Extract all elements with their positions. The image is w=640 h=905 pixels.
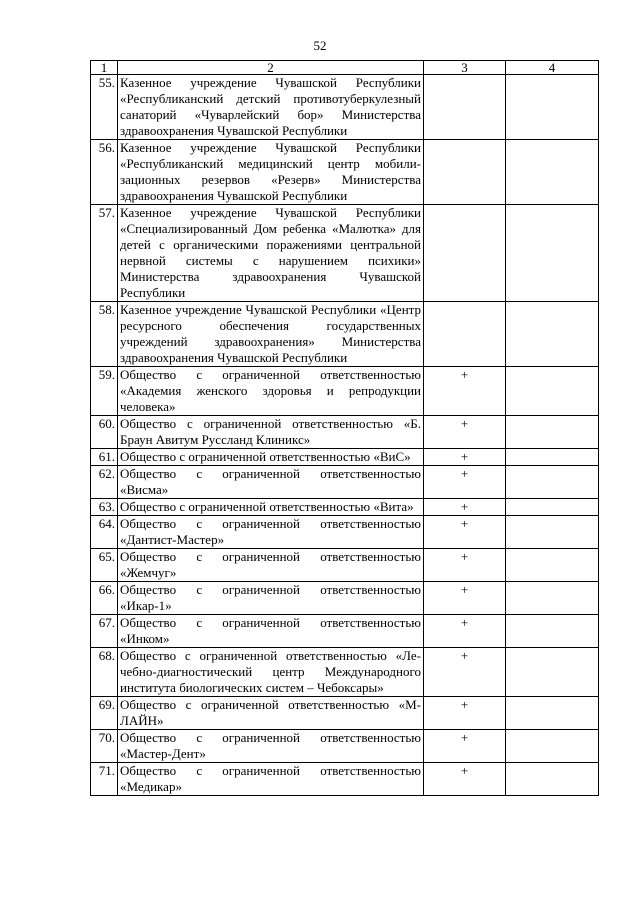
row-number: 56. (91, 140, 118, 205)
table-body (91, 75, 599, 796)
column-3-mark: + (424, 615, 506, 648)
column-3-mark: + (424, 466, 506, 499)
row-number: 68. (91, 648, 118, 697)
column-4-cell (506, 499, 599, 516)
row-number: 66. (91, 582, 118, 615)
table-row (91, 549, 599, 582)
table-row (91, 499, 599, 516)
column-header-3: 3 (424, 61, 506, 75)
column-4-cell (506, 730, 599, 763)
column-4-cell (506, 648, 599, 697)
row-number: 69. (91, 697, 118, 730)
column-3-mark: + (424, 763, 506, 796)
organization-name: Общество с ограниченной ответственностью «Мастер-Дент» (118, 730, 424, 763)
table-row (91, 416, 599, 449)
table-row (91, 763, 599, 796)
column-4-cell (506, 416, 599, 449)
column-3-mark (424, 75, 506, 140)
organization-name: Общество с ограниченной ответственностью «М-ЛАЙН» (118, 697, 424, 730)
table-row (91, 205, 599, 302)
column-3-mark (424, 140, 506, 205)
column-4-cell (506, 205, 599, 302)
organization-name: Общество с ограниченной ответственностью «Б. Браун Авитум Руссланд Клиникс» (118, 416, 424, 449)
column-4-cell (506, 367, 599, 416)
organization-name: Общество с ограниченной ответственностью «Дантист-Мастер» (118, 516, 424, 549)
organization-name: Общество с ограниченной ответственностью «Висма» (118, 466, 424, 499)
column-header-2: 2 (118, 61, 424, 75)
column-4-cell (506, 763, 599, 796)
row-number: 63. (91, 499, 118, 516)
table-row (91, 516, 599, 549)
column-4-cell (506, 582, 599, 615)
organization-name: Общество с ограниченной ответственностью «Лечебно-диагностический центр Международного института биологических систем – Чебоксары» (118, 648, 424, 697)
organization-name: Общество с ограниченной ответственностью «Жемчуг» (118, 549, 424, 582)
table-header-row (91, 61, 599, 75)
organization-name: Общество с ограниченной ответственностью «Икар-1» (118, 582, 424, 615)
row-number: 58. (91, 302, 118, 367)
organization-name: Казенное учреждение Чувашской Республики «Центр ресурсного обеспечения государственных учреждений здравоохранения» Министерства здравоохранения Чувашской Республики (118, 302, 424, 367)
row-number: 57. (91, 205, 118, 302)
organization-name: Общество с ограниченной ответственностью «Инком» (118, 615, 424, 648)
column-3-mark: + (424, 549, 506, 582)
row-number: 67. (91, 615, 118, 648)
table-row (91, 730, 599, 763)
row-number: 64. (91, 516, 118, 549)
table-row (91, 615, 599, 648)
table-row (91, 367, 599, 416)
table-row (91, 582, 599, 615)
table-row (91, 140, 599, 205)
organization-name: Общество с ограниченной ответственностью «ВиС» (118, 449, 424, 466)
table-row (91, 466, 599, 499)
organization-name: Общество с ограниченной ответственностью «Академия женского здоровья и репродукции человека» (118, 367, 424, 416)
column-3-mark: + (424, 416, 506, 449)
column-3-mark: + (424, 697, 506, 730)
column-4-cell (506, 449, 599, 466)
table-row (91, 75, 599, 140)
organization-name: Казенное учреждение Чувашской Республики «Специализированный Дом ребенка «Малютка» для детей с органическими поражениями центральной нервной системы с нарушением психики» Министерства здравоохранения Чувашской Республики (118, 205, 424, 302)
row-number: 55. (91, 75, 118, 140)
column-4-cell (506, 549, 599, 582)
column-3-mark: + (424, 582, 506, 615)
column-4-cell (506, 302, 599, 367)
row-number: 62. (91, 466, 118, 499)
column-4-cell (506, 466, 599, 499)
organization-name: Общество с ограниченной ответственностью «Вита» (118, 499, 424, 516)
column-3-mark: + (424, 648, 506, 697)
column-header-1: 1 (91, 61, 118, 75)
row-number: 61. (91, 449, 118, 466)
table-row (91, 302, 599, 367)
organization-name: Казенное учреждение Чувашской Республики «Республиканский медицинский центр мобилизационных резервов «Резерв» Министерства здравоохранения Чувашской Республики (118, 140, 424, 205)
column-3-mark: + (424, 367, 506, 416)
row-number: 70. (91, 730, 118, 763)
column-3-mark: + (424, 516, 506, 549)
column-3-mark (424, 205, 506, 302)
table-row (91, 697, 599, 730)
row-number: 60. (91, 416, 118, 449)
organization-name: Казенное учреждение Чувашской Республики «Республиканский детский противотуберкулезный санаторий «Чуварлейский бор» Министерства здравоохранения Чувашской Республики (118, 75, 424, 140)
row-number: 65. (91, 549, 118, 582)
column-4-cell (506, 140, 599, 205)
column-4-cell (506, 697, 599, 730)
column-4-cell (506, 516, 599, 549)
row-number: 59. (91, 367, 118, 416)
table-row (91, 648, 599, 697)
column-4-cell (506, 75, 599, 140)
row-number: 71. (91, 763, 118, 796)
column-3-mark: + (424, 730, 506, 763)
page-number: 52 (313, 38, 327, 53)
column-3-mark (424, 302, 506, 367)
column-4-cell (506, 615, 599, 648)
organizations-table (90, 60, 599, 796)
column-header-4: 4 (506, 61, 599, 75)
table-row (91, 449, 599, 466)
organization-name: Общество с ограниченной ответственностью «Медикар» (118, 763, 424, 796)
column-3-mark: + (424, 449, 506, 466)
column-3-mark: + (424, 499, 506, 516)
